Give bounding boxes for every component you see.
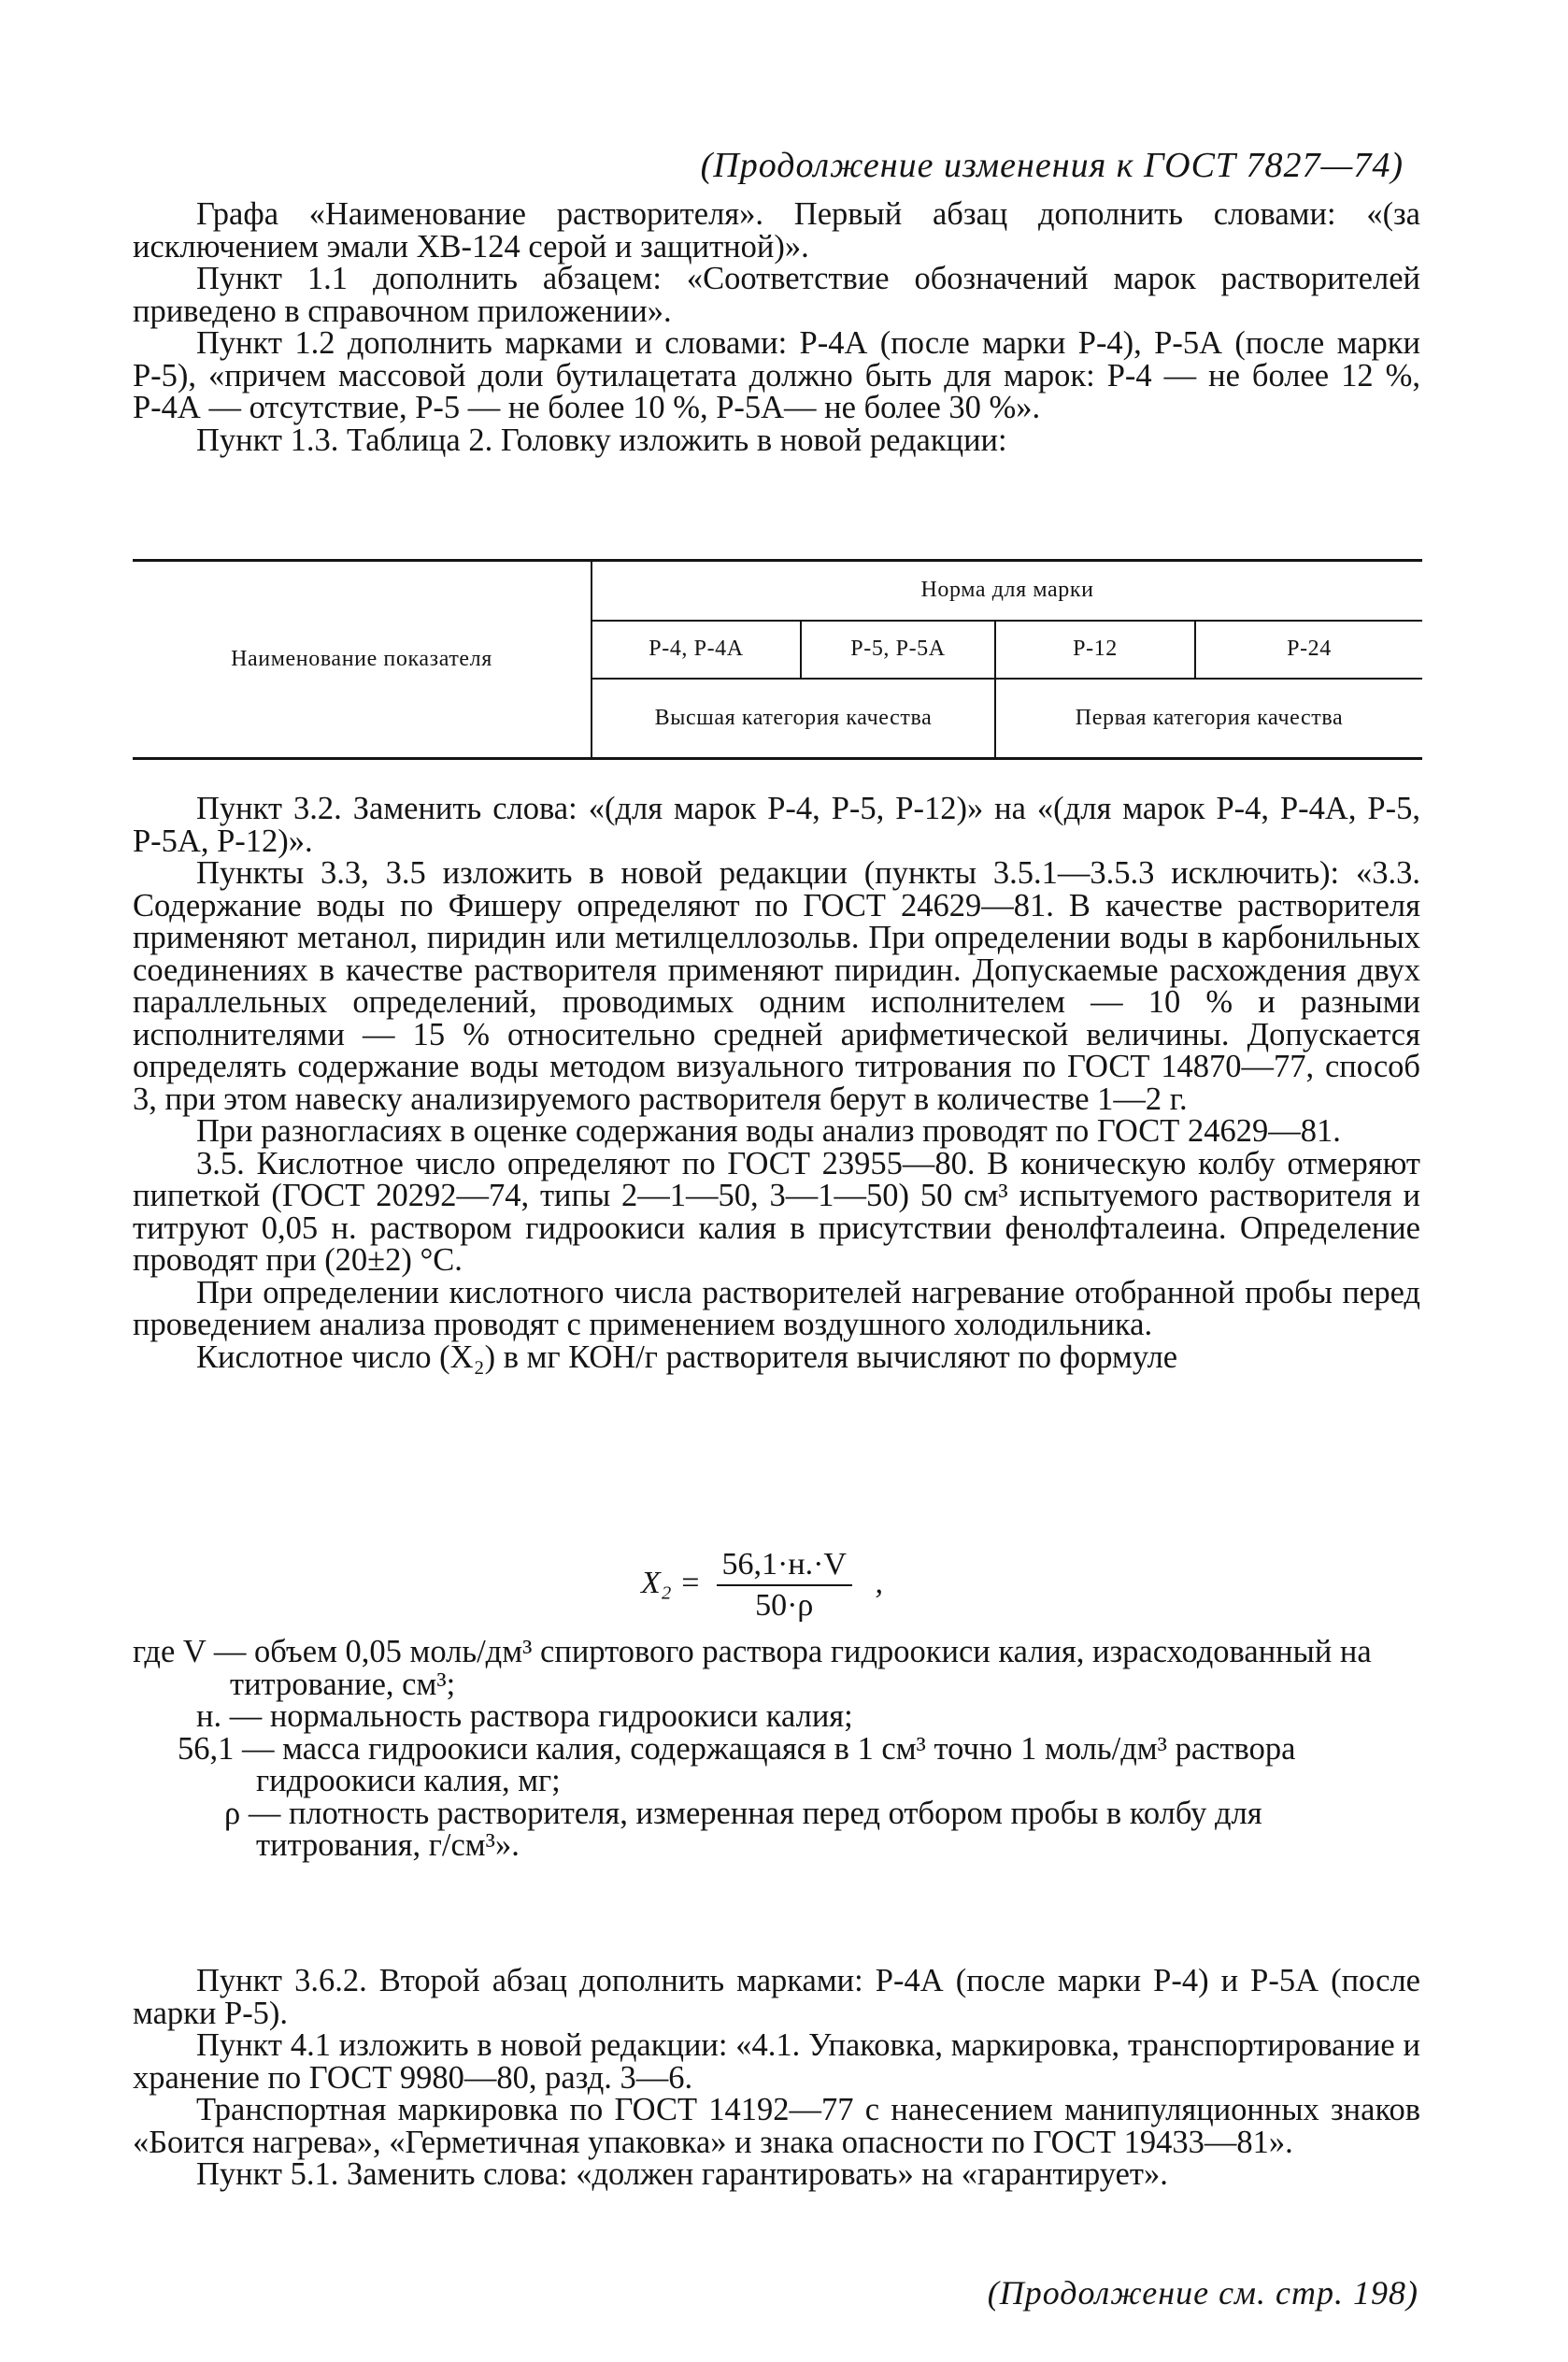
bottom-section <box>133 1965 1420 2191</box>
formula-lhs: X₂ = <box>641 1565 702 1600</box>
formula-denominator: 50·ρ <box>755 1588 814 1623</box>
paragraph: При определении кислотного числа растворителей нагревание отобранной пробы перед проведением анализа проводят с применением воздушного холодильника. <box>133 1274 1420 1342</box>
paragraph: Пункт 4.1 изложить в новой редакции: «4.1. Упаковка, маркировка, транспортирование и хранение по ГОСТ 9980—80, разд. 3—6. <box>133 2027 1420 2096</box>
formula-legend <box>133 1636 1420 1862</box>
legend-text: — нормальность раствора гидроокиси калия; <box>229 1698 853 1734</box>
legend-row <box>133 1797 1420 1862</box>
legend-symbol: н. <box>196 1698 222 1734</box>
page-footer: (Продолжение см. стр. 198) <box>987 2274 1418 2312</box>
paragraph: Транспортная маркировка по ГОСТ 14192—77 с нанесением манипуляционных знаков «Боится нагрева», «Герметичная упаковка» и знака опасности по ГОСТ 19433—81». <box>133 2092 1420 2160</box>
grade-cell: Р-12 <box>995 621 1195 679</box>
norm-table-header <box>133 559 1422 760</box>
grade-cell: Р-4, Р-4А <box>592 621 801 679</box>
middle-section <box>133 793 1420 1373</box>
formula-fraction <box>717 1547 852 1624</box>
paragraph: Кислотное число (X₂) в мг КОН/г растворителя вычисляют по формуле <box>196 1338 1178 1375</box>
grade-cell: Р-24 <box>1195 621 1422 679</box>
legend-text: — плотность растворителя, измеренная перед отбором пробы в колбу для титрования, г/см³». <box>248 1795 1262 1863</box>
acid-number-formula <box>641 1547 883 1624</box>
paragraph: Пункт 1.1 дополнить абзацем: «Соответствие обозначений марок растворителей приведено в справочном приложении». <box>133 261 1420 329</box>
norm-header: Норма для марки <box>592 561 1422 621</box>
paragraph: Пункт 5.1. Заменить слова: «должен гарантировать» на «гарантирует». <box>196 2156 1168 2192</box>
intro-section <box>133 198 1420 456</box>
formula-numerator: 56,1·н.·V <box>717 1547 852 1586</box>
category-high: Высшая категория качества <box>592 679 995 759</box>
paragraph: Пункты 3.3, 3.5 изложить в новой редакции (пункты 3.5.1—3.5.3 исключить): «3.3. Содержание воды по Фишеру определяют по ГОСТ 24629—81. В качестве растворителя применяют метанол, пиридин или метилцеллозольв. При определении воды в карбонильных соединениях в качестве растворителя применяют пиридин. Допускаемые расхождения двух параллельных определений, проводимых одним исполнителем — 10 % и разными исполнителями — 15 % относительно средней арифметической величины. Допускается определять содержание воды методом визуального титрования по ГОСТ 14870—77, способ 3, при этом навеску анализируемого растворителя берут в количестве 1—2 г. <box>133 855 1420 1117</box>
legend-row <box>133 1700 1420 1733</box>
legend-text: — масса гидроокиси калия, содержащаяся в 1 см³ точно 1 моль/дм³ раствора гидроокиси калия, мг; <box>242 1730 1296 1798</box>
legend-text: — объем 0,05 моль/дм³ спиртового раствора гидроокиси калия, израсходованный на титрование, см³; <box>213 1634 1372 1702</box>
legend-symbol: 56,1 <box>178 1730 235 1767</box>
legend-row <box>133 1636 1420 1700</box>
paragraph: Пункт 3.2. Заменить слова: «(для марок Р-4, Р-5, Р-12)» на «(для марок Р-4, Р-4А, Р-5, Р-5А, Р-12)». <box>133 791 1420 859</box>
legend-row <box>133 1730 1420 1798</box>
indicator-column-header: Наименование показателя <box>133 561 592 759</box>
grade-cell: Р-5, Р-5А <box>801 621 995 679</box>
category-first: Первая категория качества <box>995 679 1422 759</box>
formula-tail: , <box>875 1565 883 1600</box>
paragraph: Пункт 1.2 дополнить марками и словами: Р-4А (после марки Р-4), Р-5А (после марки Р-5), «причем массовой доли бутилацетата должно быть для марок: Р-4 — не более 12 %, Р-4А — отсутствие, Р-5 — не более 10 %, Р-5А— не более 30 %». <box>133 325 1420 425</box>
page-header: (Продолжение изменения к ГОСТ 7827—74) <box>700 146 1404 185</box>
paragraph: При разногласиях в оценке содержания воды анализ проводят по ГОСТ 24629—81. <box>196 1113 1341 1149</box>
paragraph: 3.5. Кислотное число определяют по ГОСТ 23955—80. В коническую колбу отмеряют пипеткой (ГОСТ 20292—74, типы 2—1—50, 3—1—50) 50 см³ испытуемого растворителя и титруют 0,05 н. раствором гидроокиси калия в присутствии фенолфталеина. Определение проводят при (20±2) °С. <box>133 1145 1420 1278</box>
legend-symbol: ρ <box>224 1795 241 1831</box>
legend-symbol: где V <box>133 1634 207 1669</box>
paragraph: Пункт 3.6.2. Второй абзац дополнить марками: Р-4А (после марки Р-4) и Р-5А (после марки Р-5). <box>133 1963 1420 2031</box>
paragraph: Пункт 1.3. Таблица 2. Головку изложить в новой редакции: <box>196 422 1007 458</box>
paragraph: Графа «Наименование растворителя». Первый абзац дополнить словами: «(за исключением эмали ХВ-124 серой и защитной)». <box>133 196 1420 265</box>
